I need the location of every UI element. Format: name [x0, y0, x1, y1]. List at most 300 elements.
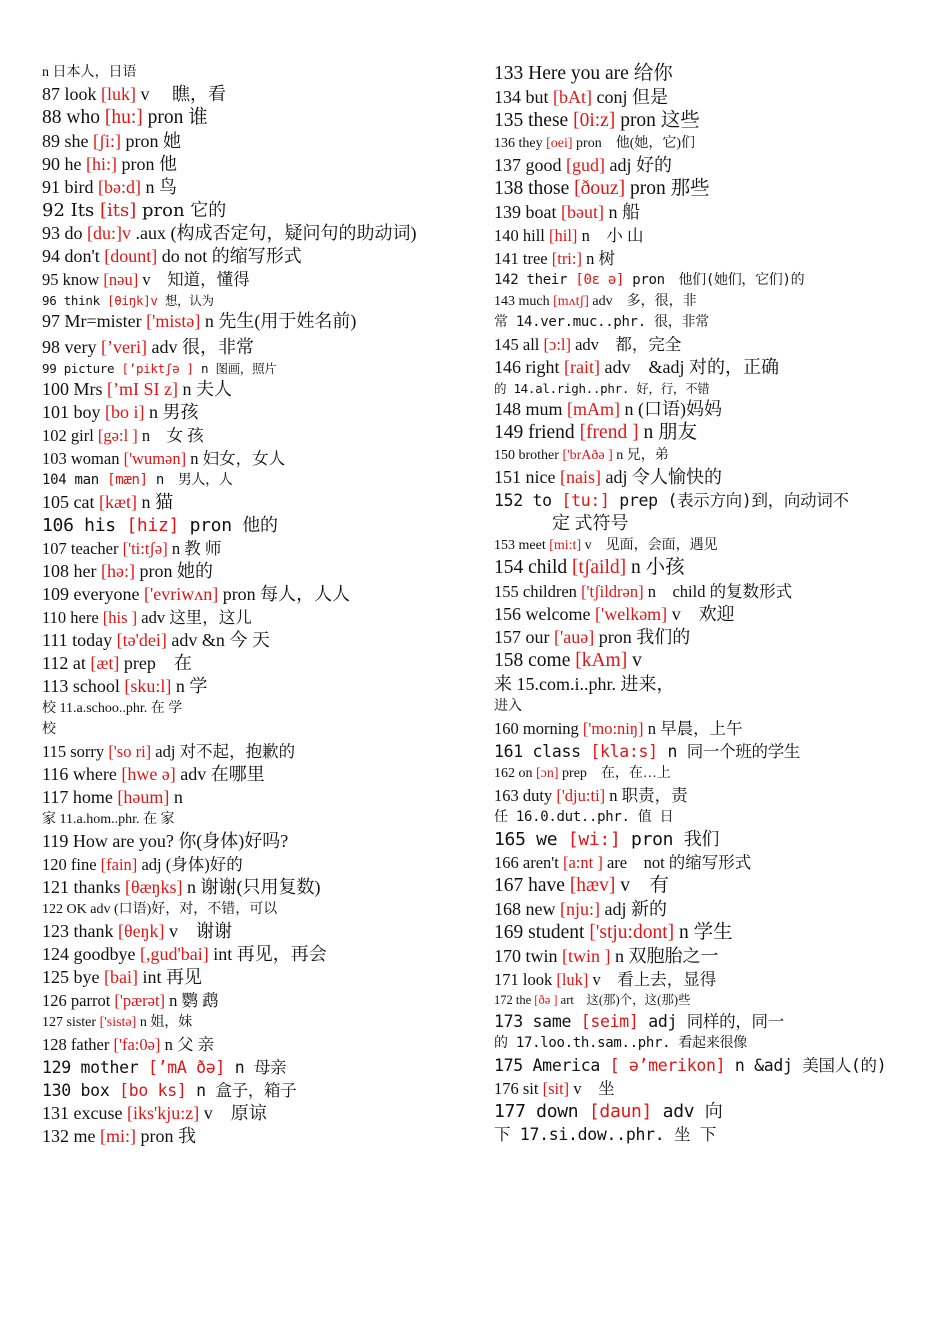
entry-number: 141	[494, 249, 519, 268]
entry-phonetic: [’mA ðə]	[148, 1058, 226, 1077]
entry-number: 来	[494, 674, 512, 694]
entry-phonetic: [rait]	[564, 357, 600, 377]
right-entry-14	[494, 379, 914, 398]
entry-phonetic: [dount]	[104, 246, 158, 266]
entry-phonetic: [hi:]	[86, 154, 117, 174]
entry-number: 167	[494, 875, 524, 896]
right-entry-18	[494, 466, 914, 489]
entry-word: right	[525, 357, 560, 377]
entry-number: 136	[494, 136, 515, 151]
entry-number: 的	[494, 381, 507, 396]
entry-number: 166	[494, 853, 519, 872]
entry-number: 137	[494, 155, 521, 175]
entry-definition: pron 我	[140, 1126, 196, 1146]
entry-phonetic: [mi:t]	[549, 538, 582, 553]
entry-number: 122	[42, 902, 63, 917]
entry-number: 95	[42, 270, 59, 289]
entry-definition: n 早晨，上午	[647, 719, 743, 738]
entry-phonetic: [,gud'bai]	[140, 944, 209, 964]
left-entry-47	[42, 1125, 462, 1148]
right-entry-9	[494, 270, 914, 291]
entry-number: 113	[42, 676, 69, 696]
right-entry-37	[494, 898, 914, 921]
entry-word: think	[63, 293, 100, 308]
entry-phonetic: ['sistə]	[99, 1015, 137, 1030]
entry-definition: int 再见，再会	[213, 944, 327, 964]
entry-definition: 定 式符号	[552, 513, 629, 533]
entry-word: all	[522, 335, 540, 354]
entry-phonetic: [sku:l]	[124, 676, 172, 696]
entry-word: child	[528, 557, 568, 578]
entry-phonetic: [gud]	[566, 155, 605, 175]
left-entry-19	[42, 491, 462, 514]
left-entry-2	[42, 106, 462, 130]
right-entry-10	[494, 291, 914, 312]
right-entry-28	[494, 696, 914, 717]
entry-phonetic: [ɔn]	[536, 766, 559, 781]
entry-definition: v 有	[620, 875, 669, 896]
entry-word: How are you?	[72, 831, 174, 851]
entry-definition: n 鸟	[145, 177, 177, 197]
left-entry-33	[42, 809, 462, 830]
left-entry-25	[42, 629, 462, 652]
entry-phonetic: ['fa:0ə]	[113, 1035, 161, 1054]
entry-word: 11.a.schoo..phr.	[59, 701, 148, 716]
entry-number: 170	[494, 946, 521, 966]
entry-word: the	[515, 993, 532, 1007]
left-entry-42	[42, 1012, 462, 1033]
right-entry-27	[494, 673, 914, 696]
entry-word: she	[64, 131, 89, 151]
right-entry-0	[494, 62, 914, 86]
left-entry-11	[42, 310, 462, 333]
entry-phonetic: [bAt]	[553, 87, 593, 107]
right-entry-44	[494, 1054, 914, 1077]
entry-definition: n 妇女，女人	[190, 449, 286, 468]
entry-word: sister	[66, 1015, 97, 1030]
entry-definition: 在 学	[150, 701, 183, 716]
entry-phonetic: [hu:]	[104, 107, 143, 128]
entry-definition: n 先生(用于姓名前)	[204, 311, 357, 331]
entry-word: aren't	[522, 853, 559, 872]
entry-phonetic: [’veri]	[100, 337, 147, 357]
entry-number: 106	[42, 515, 74, 536]
entry-phonetic: ['brAðə ]	[562, 448, 613, 463]
entry-word: duty	[522, 786, 553, 805]
entry-word: goodbye	[73, 944, 136, 964]
entry-number: 109	[42, 584, 69, 604]
left-column	[42, 62, 462, 1148]
right-entry-40	[494, 968, 914, 991]
entry-number: 135	[494, 110, 524, 131]
entry-word: welcome	[525, 604, 591, 624]
entry-definition: 好，行，不错	[636, 381, 710, 396]
entry-definition: 坐 下	[674, 1125, 717, 1144]
entry-number: 138	[494, 178, 524, 199]
entry-definition: adv 在哪里	[180, 764, 265, 784]
left-entry-10	[42, 291, 462, 310]
entry-word: look	[522, 970, 553, 989]
entry-word: brother	[518, 448, 559, 463]
entry-definition: n &adj 美国人(的)	[734, 1056, 887, 1075]
entry-phonetic: [tʃaild]	[572, 557, 627, 578]
entry-definition: n 盒子，箱子	[196, 1081, 297, 1100]
entry-word: 14.al.righ..phr.	[513, 381, 630, 396]
entry-number: 173	[494, 1012, 523, 1031]
entry-phonetic: [wi:]	[567, 829, 621, 850]
entry-phonetic: [sit]	[542, 1079, 570, 1098]
entry-phonetic: [his ]	[102, 608, 138, 627]
entry-phonetic: [oei]	[546, 136, 573, 151]
left-entry-22	[42, 560, 462, 583]
entry-definition: v 知道，懂得	[142, 270, 250, 289]
entry-definition: .aux (构成否定句，疑问句的助动词)	[135, 223, 417, 243]
entry-word: but	[525, 87, 549, 107]
left-entry-15	[42, 401, 462, 424]
entry-phonetic: [a:nt ]	[562, 853, 603, 872]
entry-number: 160	[494, 719, 519, 738]
entry-word: friend	[528, 422, 575, 443]
entry-definition: v 欢迎	[671, 604, 735, 624]
left-entry-35	[42, 853, 462, 876]
right-entry-47	[494, 1123, 914, 1146]
left-entry-18	[42, 470, 462, 491]
entry-number: 92	[42, 200, 65, 221]
entry-definition: 看起来很像	[678, 1035, 747, 1051]
left-entry-27	[42, 675, 462, 698]
entry-number: 156	[494, 604, 521, 624]
entry-word: teacher	[70, 539, 119, 558]
entry-number: 下	[494, 1125, 511, 1144]
right-entry-46	[494, 1100, 914, 1123]
entry-phonetic: [hil]	[549, 226, 578, 245]
entry-word: thanks	[73, 877, 121, 897]
entry-word: here	[70, 608, 99, 627]
entry-word: these	[528, 110, 569, 131]
entry-word: those	[528, 178, 570, 199]
left-entry-30	[42, 740, 462, 763]
entry-number: 128	[42, 1035, 67, 1054]
entry-phonetic: [luk]	[101, 84, 137, 104]
entry-number: 94	[42, 246, 60, 266]
entry-word: we	[536, 829, 558, 850]
entry-definition: v	[632, 650, 642, 671]
entry-phonetic: ['mistə]	[146, 311, 201, 331]
right-entry-1	[494, 86, 914, 109]
entry-word: picture	[63, 361, 115, 376]
entry-phonetic: [θeŋk]	[118, 921, 165, 941]
entry-number: 132	[42, 1126, 69, 1146]
entry-phonetic: ['pærət]	[114, 991, 166, 1010]
entry-phonetic: [0i:z]	[573, 110, 616, 131]
entry-phonetic: [ðouz]	[574, 178, 626, 199]
entry-definition: pron 那些	[629, 178, 710, 199]
entry-definition: 很，非常	[654, 314, 709, 330]
entry-number: 169	[494, 922, 524, 943]
right-entry-12	[494, 333, 914, 356]
entry-word: come	[528, 650, 571, 671]
entry-phonetic: [tə'dei]	[116, 630, 167, 650]
left-entry-34	[42, 830, 462, 853]
left-entry-1	[42, 83, 462, 106]
entry-definition: n 图画，照片	[201, 361, 277, 376]
entry-number: 107	[42, 539, 67, 558]
entry-definition: n 兄，弟	[616, 448, 669, 463]
entry-definition: pron 我们	[631, 829, 720, 850]
right-entry-16	[494, 421, 914, 445]
entry-number: 171	[494, 970, 519, 989]
entry-definition: prep (表示方向)到，向动词不	[619, 491, 849, 510]
entry-definition: v 看上去，显得	[592, 970, 717, 989]
entry-word: box	[80, 1081, 110, 1100]
entry-number: 161	[494, 742, 523, 761]
right-entry-43	[494, 1033, 914, 1054]
entry-phonetic: ['welkəm]	[594, 604, 668, 624]
entry-word: bye	[73, 967, 100, 987]
entry-number: 130	[42, 1081, 71, 1100]
entry-word: 15.com.i..phr.	[516, 674, 616, 694]
entry-phonetic: [’piktʃə ]	[121, 361, 194, 376]
entry-number: 102	[42, 426, 67, 445]
entry-number: 172	[494, 993, 513, 1007]
entry-word: twin	[525, 946, 558, 966]
right-entry-22	[494, 556, 914, 580]
entry-phonetic: ['ti:tʃə]	[122, 539, 168, 558]
entry-number: 155	[494, 582, 519, 601]
entry-number: 108	[42, 561, 69, 581]
entry-definition: pron 他的	[189, 515, 278, 536]
entry-phonetic: [kla:s]	[590, 742, 658, 761]
entry-number: 91	[42, 177, 60, 197]
entry-phonetic: [tu:]	[561, 491, 610, 510]
entry-number: 148	[494, 399, 521, 419]
entry-definition: adj 令人愉快的	[605, 467, 722, 487]
entry-definition: 值 日	[637, 809, 674, 825]
entry-word: don't	[64, 246, 100, 266]
right-entry-5	[494, 177, 914, 201]
right-entry-21	[494, 535, 914, 556]
right-entry-39	[494, 945, 914, 968]
entry-number: 100	[42, 379, 69, 399]
entry-definition: n 姐，妹	[139, 1015, 193, 1030]
left-entry-3	[42, 130, 462, 153]
entry-definition: n 男人，人	[155, 472, 233, 488]
entry-definition: n 猫	[141, 492, 173, 512]
entry-phonetic: [ðə ]	[534, 993, 558, 1007]
entry-definition: n 同一个班的学生	[667, 742, 801, 761]
entry-phonetic: [hæv]	[569, 875, 616, 896]
entry-definition: pron 她	[125, 131, 181, 151]
entry-number: 168	[494, 899, 521, 919]
entry-definition: n 职责，责	[609, 786, 688, 805]
entry-definition: adv 都，完全	[575, 335, 682, 354]
entry-definition: adv 这里，这儿	[141, 608, 252, 627]
entry-number: 98	[42, 337, 60, 357]
left-entry-28	[42, 698, 462, 719]
entry-word: where	[72, 764, 117, 784]
entry-definition: n 夫人	[182, 379, 232, 399]
left-entry-32	[42, 786, 462, 809]
entry-definition: n child 的复数形式	[647, 582, 793, 601]
entry-number: 149	[494, 422, 524, 443]
right-entry-3	[494, 133, 914, 154]
entry-phonetic: [nais]	[559, 467, 601, 487]
entry-word: thank	[73, 921, 114, 941]
entry-definition: n 父 亲	[164, 1035, 215, 1054]
left-entry-36	[42, 876, 462, 899]
right-entry-19	[494, 489, 914, 512]
entry-word: everyone	[73, 584, 140, 604]
entry-word: class	[532, 742, 581, 761]
entry-word: on	[518, 766, 533, 781]
left-entry-6	[42, 199, 462, 222]
entry-definition: 想，认为	[164, 293, 214, 308]
entry-number: 153	[494, 538, 515, 553]
entry-definition: adj 同样的，同一	[648, 1012, 784, 1031]
entry-number: 177	[494, 1101, 526, 1122]
entry-number: 101	[42, 402, 69, 422]
left-entry-41	[42, 989, 462, 1012]
entry-number: 146	[494, 357, 521, 377]
entry-word: home	[72, 787, 113, 807]
left-entry-5	[42, 176, 462, 199]
entry-phonetic: ['stju:dont]	[589, 922, 675, 943]
right-entry-29	[494, 717, 914, 740]
entry-word: excuse	[73, 1103, 123, 1123]
entry-number: 140	[494, 226, 519, 245]
entry-number: 常	[494, 314, 508, 330]
left-entry-45	[42, 1079, 462, 1102]
entry-word: morning	[522, 719, 579, 738]
entry-word: her	[73, 561, 97, 581]
entry-number: 家	[42, 812, 56, 827]
left-entry-8	[42, 245, 462, 268]
entry-number: n	[42, 65, 49, 80]
entry-definition: pron 谁	[147, 107, 208, 128]
right-entry-20	[494, 512, 914, 535]
entry-number: 校	[42, 701, 56, 716]
entry-number: 124	[42, 944, 69, 964]
entry-definition: n 朋友	[643, 422, 698, 443]
entry-number: 任	[494, 809, 508, 825]
entry-number: 139	[494, 202, 521, 222]
entry-word: woman	[70, 449, 120, 468]
entry-word: mother	[80, 1058, 139, 1077]
entry-definition: int 再见	[142, 967, 202, 987]
entry-word: Here you are	[528, 63, 629, 84]
left-entry-38	[42, 920, 462, 943]
entry-number: 99	[42, 361, 57, 376]
entry-word: tree	[522, 249, 548, 268]
right-entry-38	[494, 921, 914, 945]
right-entry-4	[494, 154, 914, 177]
entry-phonetic: [ɔ:l]	[543, 335, 571, 354]
entry-number: 116	[42, 764, 69, 784]
entry-word: children	[522, 582, 577, 601]
right-entry-35	[494, 851, 914, 874]
entry-number: 126	[42, 991, 67, 1010]
entry-number: 131	[42, 1103, 69, 1123]
entry-number: 111	[42, 630, 68, 650]
entry-word: girl	[70, 426, 94, 445]
left-entry-20	[42, 514, 462, 537]
entry-definition: n 男孩	[149, 402, 199, 422]
entry-word: much	[518, 294, 550, 309]
entry-number: 105	[42, 492, 69, 512]
entry-word: nice	[525, 467, 556, 487]
entry-phonetic: [θiŋk]v	[107, 293, 158, 308]
entry-phonetic: ['dju:ti]	[556, 786, 606, 805]
entry-number: 133	[494, 63, 524, 84]
entry-number: 134	[494, 87, 521, 107]
entry-word: to	[532, 491, 552, 510]
entry-number: 176	[494, 1079, 519, 1098]
entry-number: 校	[42, 722, 56, 737]
entry-definition: adv 向	[662, 1101, 723, 1122]
right-entry-8	[494, 247, 914, 270]
entry-number: 129	[42, 1058, 71, 1077]
right-entry-34	[494, 828, 914, 851]
entry-phonetic: [du:]v	[87, 223, 131, 243]
entry-definition: art 这(那)个，这(那)些	[560, 993, 691, 1007]
entry-definition: adv &n 今 天	[171, 630, 270, 650]
left-entry-16	[42, 424, 462, 447]
entry-number: 150	[494, 448, 515, 463]
entry-phonetic: [mæn]	[107, 472, 148, 488]
entry-number: 121	[42, 877, 69, 897]
entry-phonetic: [mAm]	[567, 399, 621, 419]
entry-word: our	[525, 627, 550, 647]
entry-definition: pron 我们的	[598, 627, 691, 647]
entry-word: student	[528, 922, 585, 943]
entry-definition: conj 但是	[596, 87, 669, 107]
entry-word: boat	[525, 202, 557, 222]
entry-number: 165	[494, 829, 526, 850]
right-entry-2	[494, 109, 914, 133]
entry-number: 88	[42, 107, 62, 128]
entry-definition: n 树	[586, 249, 615, 268]
entry-phonetic: [0ɛ ə]	[575, 272, 625, 288]
entry-word: 17.si.dow..phr.	[519, 1125, 665, 1144]
entry-number: 的	[494, 1035, 508, 1051]
left-entry-39	[42, 943, 462, 966]
entry-phonetic: [kæt]	[98, 492, 137, 512]
entry-definition: pron 它的	[141, 200, 227, 221]
entry-phonetic: [θæŋks]	[125, 877, 183, 897]
right-column	[494, 62, 914, 1146]
entry-word: hill	[522, 226, 545, 245]
entry-definition: n 学生	[678, 922, 733, 943]
entry-phonetic: [bo i]	[105, 402, 145, 422]
right-entry-31	[494, 763, 914, 784]
entry-phonetic: ['mo:niŋ]	[582, 719, 644, 738]
left-entry-31	[42, 763, 462, 786]
entry-number: 142	[494, 272, 519, 288]
entry-definition: adj (身体)好的	[141, 855, 243, 874]
entry-phonetic: [tri:]	[551, 249, 582, 268]
entry-phonetic: [fain]	[100, 855, 138, 874]
left-entry-13	[42, 359, 462, 378]
entry-phonetic: [frend ]	[579, 422, 639, 443]
entry-definition: adj 新的	[604, 899, 667, 919]
entry-number: 162	[494, 766, 515, 781]
entry-number: 117	[42, 787, 69, 807]
entry-number: 119	[42, 831, 69, 851]
entry-definition: n 学	[175, 676, 208, 696]
entry-phonetic: [bəut]	[561, 202, 604, 222]
entry-definition: n	[173, 787, 183, 807]
entry-definition: adv 很，非常	[151, 337, 254, 357]
